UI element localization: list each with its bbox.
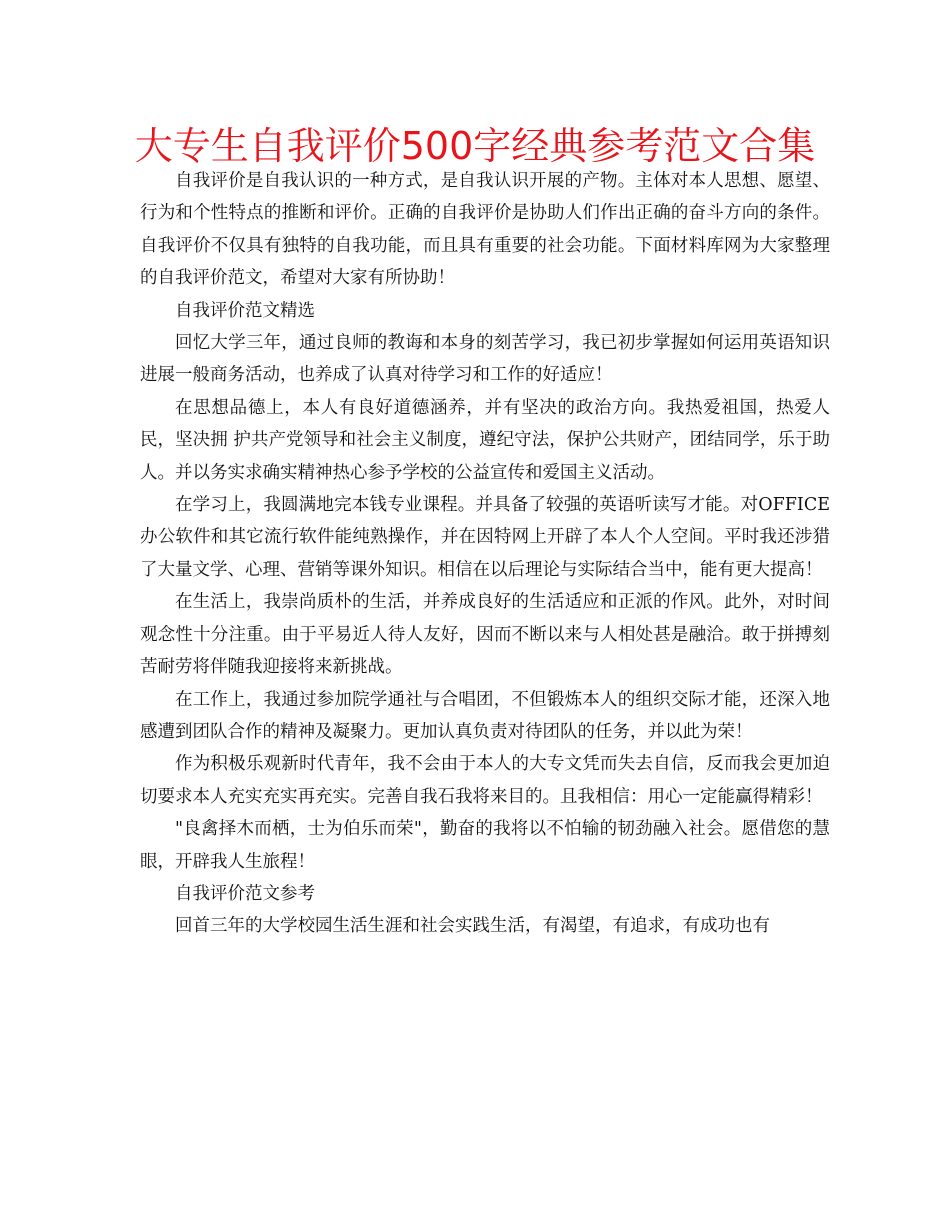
paragraph-morality: 在思想品德上，本人有良好道德涵养，并有坚决的政治方向。我热爱祖国，热爱人民，坚决拥 护共产党领导和社会主义制度，遵纪守法，保护公共财产，团结同学，乐于助人。并以务实求确实精神热心参予学校的公益宣传和爱国主义活动。 [140,397,830,483]
paragraph-work: 在工作上，我通过参加院学通社与合唱团，不但锻炼本人的组织交际才能，还深入地感遭到团队合作的精神及凝聚力。更加认真负责对待团队的任务，并以此为荣！ [140,689,830,742]
paragraph-youth: 作为积极乐观新时代青年，我不会由于本人的大专文凭而失去自信，反而我会更加迫切要求本人充实充实再充实。完善自我石我将来目的。且我相信：用心一定能赢得精彩！ [140,754,830,807]
document-title: 大专生自我评价500字经典参考范文合集 [134,124,816,168]
paragraph-quote: "良禽择木而栖，士为伯乐而荣"，勤奋的我将以不怕输的韧劲融入社会。愿借您的慧眼，开辟我人生旅程！ [140,819,830,872]
section-heading-reference: 自我评价范文参考 [175,883,315,904]
document-body [140,165,830,943]
paragraph-intro: 自我评价是自我认识的一种方式，是自我认识开展的产物。主体对本人思想、愿望、行为和个性特点的推断和评价。正确的自我评价是协助人们作出正确的奋斗方向的条件。自我评价不仅具有独特的自我功能，而且具有重要的社会功能。下面材料库网为大家整理的自我评价范文，希望对大家有所协助！ [140,171,830,289]
section-heading-selected: 自我评价范文精选 [175,300,315,321]
paragraph-lookback: 回首三年的大学校园生活生涯和社会实践生活，有渴望，有追求，有成功也有 [175,916,770,937]
paragraph-life: 在生活上，我崇尚质朴的生活，并养成良好的生活适应和正派的作风。此外，对时间观念性十分注重。由于平易近人待人友好，因而不断以来与人相处甚是融洽。敢于拼搏刻苦耐劳将伴随我迎接将来新挑战。 [140,592,830,678]
paragraph-study: 在学习上，我圆满地完本钱专业课程。并具备了较强的英语听读写才能。对OFFICE办公软件和其它流行软件能纯熟操作，并在因特网上开辟了本人个人空间。平时我还涉猎了大量文学、心理、营销等课外知识。相信在以后理论与实际结合当中，能有更大提高！ [140,495,830,580]
paragraph-review: 回忆大学三年，通过良师的教诲和本身的刻苦学习，我已初步掌握如何运用英语知识进展一般商务活动，也养成了认真对待学习和工作的好适应！ [140,333,830,386]
